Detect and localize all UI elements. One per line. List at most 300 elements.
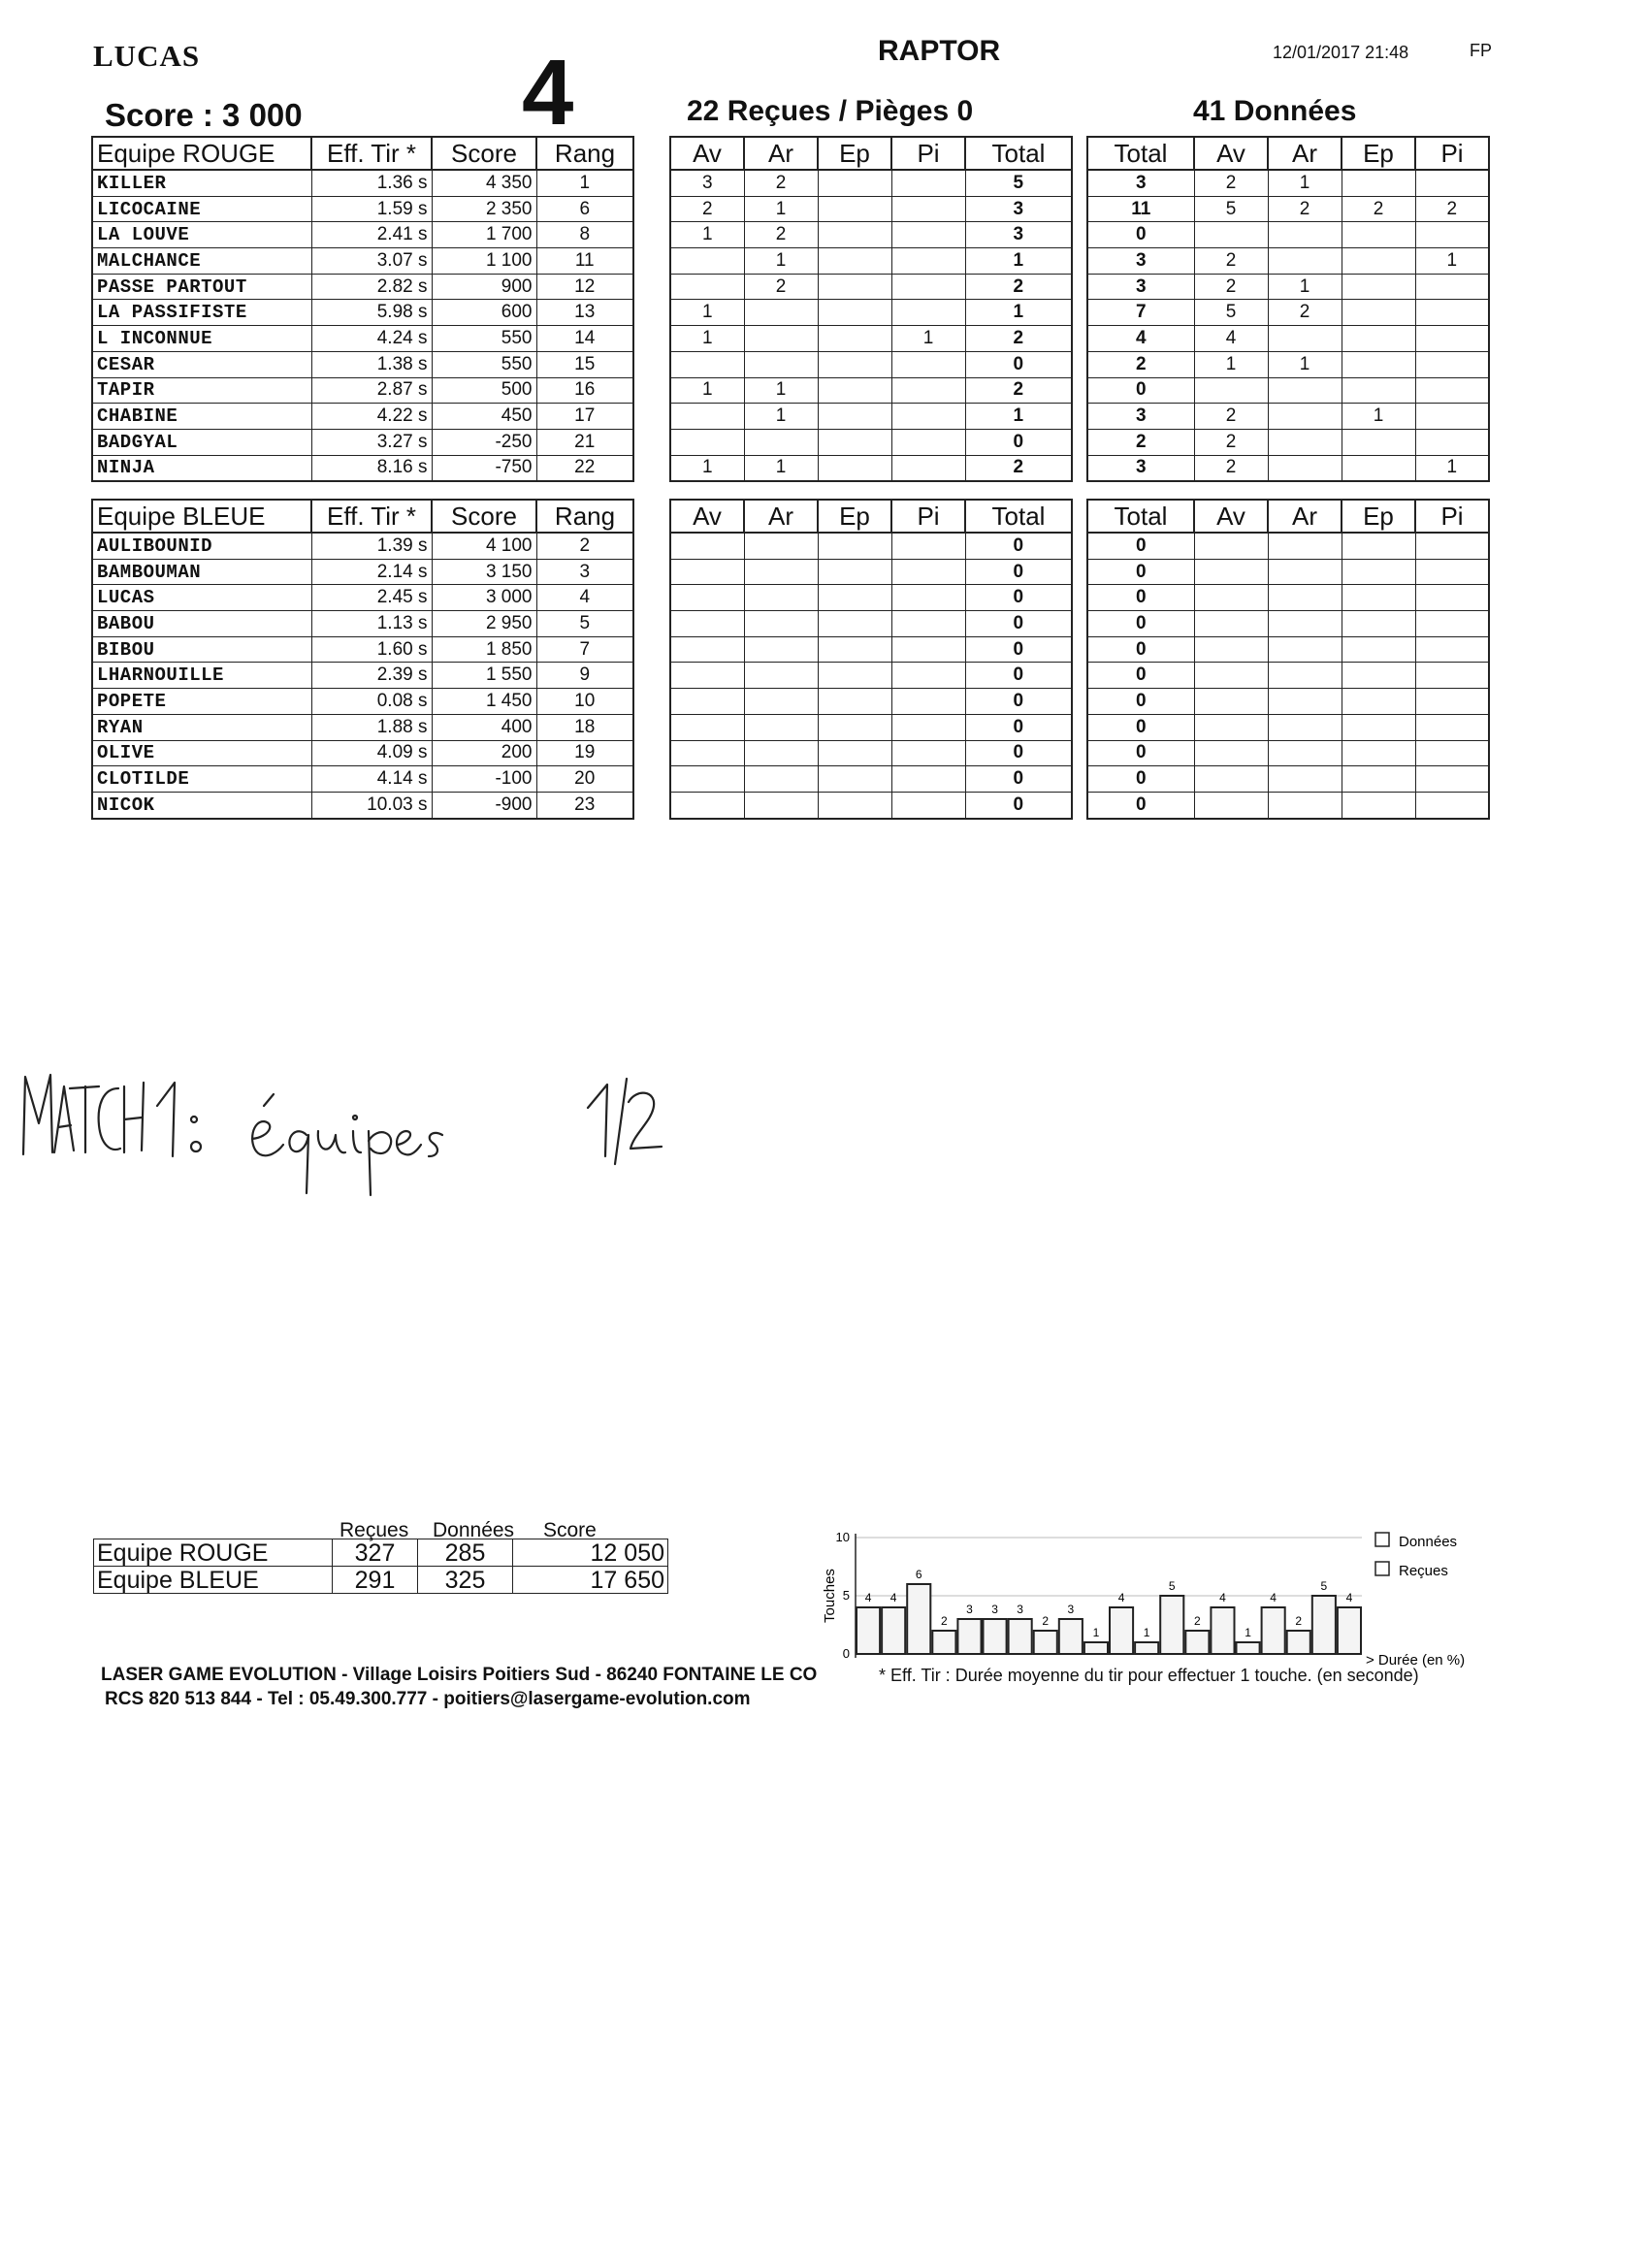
player-name-cell: RYAN [92, 714, 311, 740]
table-row [1087, 274, 1489, 300]
given-av-cell [1194, 559, 1268, 585]
received-total-cell: 2 [965, 274, 1072, 300]
given-pi-cell: 2 [1415, 196, 1489, 222]
given-total-cell: 2 [1087, 351, 1194, 377]
received-pi-cell [891, 274, 965, 300]
received-summary: 22 Reçues / Pièges 0 [687, 95, 974, 127]
received-total-cell: 5 [965, 170, 1072, 196]
score-cell: 400 [432, 714, 536, 740]
received-pi-cell: 1 [891, 326, 965, 352]
table-row [670, 611, 1072, 637]
received-total-cell: 1 [965, 404, 1072, 430]
table-row [1087, 222, 1489, 248]
eff-tir-cell: 1.38 s [311, 351, 432, 377]
legend-swatch [1375, 1562, 1389, 1575]
received-pi-cell [891, 300, 965, 326]
given-ar-cell [1268, 559, 1342, 585]
bar-value-label: 1 [1092, 1626, 1100, 1639]
rec-total-header: Total [965, 137, 1072, 170]
given-ar-cell [1268, 222, 1342, 248]
footer-contact: RCS 820 513 844 - Tel : 05.49.300.777 - poitiers@lasergame-evolution.com [105, 1689, 751, 1709]
received-pi-cell [891, 222, 965, 248]
bar [1135, 1642, 1158, 1654]
received-ar-cell [744, 636, 818, 663]
given-total-cell: 3 [1087, 455, 1194, 481]
rank-cell: 23 [536, 792, 633, 818]
received-total-cell: 1 [965, 248, 1072, 275]
table-row [1087, 300, 1489, 326]
received-pi-cell [891, 792, 965, 818]
given-pi-cell [1415, 351, 1489, 377]
received-total-cell: 0 [965, 559, 1072, 585]
given-pi-cell [1415, 766, 1489, 793]
table-row [1087, 326, 1489, 352]
table-row [670, 274, 1072, 300]
given-ar-cell [1268, 663, 1342, 689]
received-pi-cell [891, 455, 965, 481]
given-total-cell: 0 [1087, 611, 1194, 637]
received-ep-cell [818, 351, 891, 377]
table-row [1087, 636, 1489, 663]
received-av-cell [670, 585, 744, 611]
bar-value-label: 4 [1345, 1591, 1353, 1604]
bar [857, 1607, 880, 1654]
rank-cell: 11 [536, 248, 633, 275]
received-av-cell: 1 [670, 326, 744, 352]
received-ep-cell [818, 714, 891, 740]
giv-av-header: Av [1194, 137, 1268, 170]
received-ar-cell: 1 [744, 377, 818, 404]
player-name-cell: OLIVE [92, 740, 311, 766]
team-red-received-table [669, 136, 1073, 482]
received-av-cell [670, 274, 744, 300]
received-ep-cell [818, 377, 891, 404]
given-pi-cell [1415, 326, 1489, 352]
table-row [1087, 196, 1489, 222]
player-rank-number: 4 [522, 41, 574, 145]
given-ep-cell: 2 [1342, 196, 1415, 222]
given-ar-cell: 1 [1268, 351, 1342, 377]
given-ep-cell [1342, 766, 1415, 793]
table-row [1087, 663, 1489, 689]
received-ar-cell [744, 766, 818, 793]
y-tick-label: 5 [842, 1588, 850, 1603]
rank-cell: 3 [536, 559, 633, 585]
given-av-cell [1194, 792, 1268, 818]
received-pi-cell [891, 248, 965, 275]
player-name-cell: LICOCAINE [92, 196, 311, 222]
rank-cell: 17 [536, 404, 633, 430]
bar [932, 1631, 955, 1654]
summary-received-header: Reçues [340, 1519, 409, 1541]
score-cell: 2 950 [432, 611, 536, 637]
table-row [92, 455, 633, 481]
given-ep-cell [1342, 740, 1415, 766]
received-ep-cell [818, 455, 891, 481]
rank-cell: 15 [536, 351, 633, 377]
given-total-cell: 3 [1087, 248, 1194, 275]
team-red-table [91, 136, 634, 482]
received-av-cell [670, 611, 744, 637]
summary-score: 17 650 [513, 1567, 668, 1594]
received-ar-cell [744, 351, 818, 377]
received-pi-cell [891, 429, 965, 455]
received-total-cell: 2 [965, 455, 1072, 481]
bar [1312, 1596, 1336, 1654]
given-ar-cell [1268, 611, 1342, 637]
given-total-cell: 3 [1087, 274, 1194, 300]
summary-received: 327 [333, 1539, 418, 1567]
player-name-cell: CHABINE [92, 404, 311, 430]
score-cell: -250 [432, 429, 536, 455]
bar [1084, 1642, 1108, 1654]
rank-cell: 9 [536, 663, 633, 689]
bar [1160, 1596, 1183, 1654]
given-total-cell: 0 [1087, 585, 1194, 611]
table-row [92, 663, 633, 689]
eff-tir-cell: 2.14 s [311, 559, 432, 585]
given-ar-cell [1268, 689, 1342, 715]
operator-initials: FP [1470, 41, 1493, 60]
col-score-header: Score [432, 500, 536, 533]
table-row [670, 714, 1072, 740]
given-ep-cell [1342, 533, 1415, 559]
table-row [1087, 533, 1489, 559]
eff-tir-cell: 1.13 s [311, 611, 432, 637]
given-ar-cell [1268, 429, 1342, 455]
received-total-cell: 0 [965, 585, 1072, 611]
bar-value-label: 2 [1295, 1614, 1303, 1628]
received-ep-cell [818, 689, 891, 715]
received-av-cell [670, 766, 744, 793]
received-pi-cell [891, 689, 965, 715]
bar [1262, 1607, 1285, 1654]
given-total-cell: 7 [1087, 300, 1194, 326]
eff-tir-cell: 4.22 s [311, 404, 432, 430]
given-av-cell [1194, 611, 1268, 637]
given-total-cell: 0 [1087, 740, 1194, 766]
eff-tir-cell: 1.36 s [311, 170, 432, 196]
given-ar-cell: 2 [1268, 196, 1342, 222]
summary-score-header: Score [543, 1519, 597, 1541]
received-av-cell: 1 [670, 222, 744, 248]
given-ep-cell [1342, 559, 1415, 585]
received-ep-cell [818, 196, 891, 222]
received-ar-cell [744, 689, 818, 715]
table-row [92, 611, 633, 637]
score-cell: 1 100 [432, 248, 536, 275]
given-total-cell: 3 [1087, 404, 1194, 430]
received-ar-cell [744, 714, 818, 740]
rank-cell: 22 [536, 455, 633, 481]
giv-av-header: Av [1194, 500, 1268, 533]
player-name-cell: AULIBOUNID [92, 533, 311, 559]
eff-tir-cell: 2.45 s [311, 585, 432, 611]
rank-cell: 12 [536, 274, 633, 300]
bar [984, 1619, 1007, 1654]
rec-total-header: Total [965, 500, 1072, 533]
bar-value-label: 2 [1194, 1614, 1201, 1628]
rec-pi-header: Pi [891, 137, 965, 170]
given-pi-cell [1415, 585, 1489, 611]
given-pi-cell [1415, 689, 1489, 715]
given-av-cell: 2 [1194, 404, 1268, 430]
rank-cell: 6 [536, 196, 633, 222]
received-total-cell: 0 [965, 766, 1072, 793]
score-cell: 1 850 [432, 636, 536, 663]
received-total-cell: 0 [965, 689, 1072, 715]
player-name-cell: PASSE PARTOUT [92, 274, 311, 300]
received-ep-cell [818, 559, 891, 585]
given-av-cell: 2 [1194, 248, 1268, 275]
giv-ep-header: Ep [1342, 500, 1415, 533]
given-ar-cell [1268, 404, 1342, 430]
given-av-cell: 2 [1194, 455, 1268, 481]
bar-value-label: 2 [1042, 1614, 1050, 1628]
bar-value-label: 4 [1117, 1591, 1125, 1604]
rec-av-header: Av [670, 500, 744, 533]
bar-value-label: 2 [941, 1614, 948, 1628]
given-av-cell [1194, 377, 1268, 404]
table-row [670, 559, 1072, 585]
received-ar-cell [744, 663, 818, 689]
given-pi-cell [1415, 222, 1489, 248]
score-cell: -750 [432, 455, 536, 481]
given-av-cell: 2 [1194, 274, 1268, 300]
player-name-cell: LA PASSIFISTE [92, 300, 311, 326]
rank-cell: 19 [536, 740, 633, 766]
received-pi-cell [891, 663, 965, 689]
rank-cell: 13 [536, 300, 633, 326]
received-ar-cell [744, 740, 818, 766]
player-name-cell: BADGYAL [92, 429, 311, 455]
received-ep-cell [818, 404, 891, 430]
giv-ar-header: Ar [1268, 137, 1342, 170]
player-name: LUCAS [93, 39, 201, 73]
score-cell: 1 550 [432, 663, 536, 689]
rank-cell: 8 [536, 222, 633, 248]
received-ar-cell [744, 429, 818, 455]
given-ep-cell [1342, 274, 1415, 300]
received-av-cell [670, 636, 744, 663]
given-ep-cell [1342, 351, 1415, 377]
score-cell: 500 [432, 377, 536, 404]
table-row [92, 300, 633, 326]
received-ep-cell [818, 300, 891, 326]
given-ar-cell [1268, 248, 1342, 275]
given-total-cell: 0 [1087, 222, 1194, 248]
bar-value-label: 4 [889, 1591, 897, 1604]
table-row [92, 248, 633, 275]
given-total-cell: 0 [1087, 636, 1194, 663]
received-av-cell [670, 404, 744, 430]
given-ep-cell [1342, 300, 1415, 326]
table-row [92, 714, 633, 740]
player-score: Score : 3 000 [105, 97, 303, 133]
rec-av-header: Av [670, 137, 744, 170]
received-av-cell [670, 429, 744, 455]
rank-cell: 14 [536, 326, 633, 352]
table-row [670, 689, 1072, 715]
eff-tir-cell: 2.41 s [311, 222, 432, 248]
rec-pi-header: Pi [891, 500, 965, 533]
bar [1338, 1607, 1361, 1654]
received-ar-cell: 1 [744, 404, 818, 430]
received-pi-cell [891, 351, 965, 377]
given-av-cell [1194, 636, 1268, 663]
col-eff-header: Eff. Tir * [311, 500, 432, 533]
eff-tir-cell: 10.03 s [311, 792, 432, 818]
bar [1185, 1631, 1209, 1654]
eff-tir-cell: 2.39 s [311, 663, 432, 689]
received-av-cell [670, 689, 744, 715]
summary-score: 12 050 [513, 1539, 668, 1567]
given-pi-cell [1415, 792, 1489, 818]
table-row [670, 170, 1072, 196]
table-row [1087, 611, 1489, 637]
given-pi-cell [1415, 377, 1489, 404]
given-av-cell [1194, 689, 1268, 715]
given-total-cell: 0 [1087, 766, 1194, 793]
given-pi-cell [1415, 274, 1489, 300]
rank-cell: 1 [536, 170, 633, 196]
received-ep-cell [818, 533, 891, 559]
table-row [1087, 377, 1489, 404]
bar [907, 1584, 930, 1654]
rank-cell: 18 [536, 714, 633, 740]
team-blue-table [91, 499, 634, 820]
received-av-cell [670, 663, 744, 689]
received-pi-cell [891, 377, 965, 404]
table-row [1087, 429, 1489, 455]
bar-value-label: 5 [1168, 1579, 1176, 1593]
footer-address: LASER GAME EVOLUTION - Village Loisirs Poitiers Sud - 86240 FONTAINE LE CO [101, 1665, 818, 1685]
player-name-cell: NICOK [92, 792, 311, 818]
received-ar-cell [744, 792, 818, 818]
given-total-cell: 0 [1087, 714, 1194, 740]
rank-cell: 5 [536, 611, 633, 637]
given-pi-cell: 1 [1415, 248, 1489, 275]
score-cell: 4 350 [432, 170, 536, 196]
table-row [670, 585, 1072, 611]
table-row [92, 404, 633, 430]
team-red-name: Equipe ROUGE [92, 137, 311, 170]
table-row [92, 792, 633, 818]
received-total-cell: 0 [965, 740, 1072, 766]
received-pi-cell [891, 766, 965, 793]
giv-ep-header: Ep [1342, 137, 1415, 170]
table-row [670, 196, 1072, 222]
given-ep-cell [1342, 636, 1415, 663]
given-av-cell: 2 [1194, 170, 1268, 196]
received-ar-cell: 1 [744, 455, 818, 481]
player-name-cell: BAMBOUMAN [92, 559, 311, 585]
table-row [1087, 170, 1489, 196]
score-cell: 1 450 [432, 689, 536, 715]
table-row [92, 429, 633, 455]
given-pi-cell: 1 [1415, 455, 1489, 481]
eff-tir-cell: 5.98 s [311, 300, 432, 326]
received-pi-cell [891, 170, 965, 196]
given-ep-cell: 1 [1342, 404, 1415, 430]
given-pi-cell [1415, 300, 1489, 326]
given-total-cell: 11 [1087, 196, 1194, 222]
given-ep-cell [1342, 222, 1415, 248]
bar [1287, 1631, 1310, 1654]
bar [957, 1619, 981, 1654]
eff-tir-cell: 3.07 s [311, 248, 432, 275]
col-rank-header: Rang [536, 500, 633, 533]
player-name-cell: BABOU [92, 611, 311, 637]
given-total-cell: 2 [1087, 429, 1194, 455]
table-row [670, 351, 1072, 377]
received-ar-cell [744, 533, 818, 559]
team-blue-received-table [669, 499, 1073, 820]
given-ar-cell [1268, 792, 1342, 818]
table-row [92, 351, 633, 377]
rec-ep-header: Ep [818, 137, 891, 170]
received-ep-cell [818, 792, 891, 818]
received-av-cell [670, 351, 744, 377]
received-av-cell: 1 [670, 377, 744, 404]
received-av-cell [670, 740, 744, 766]
received-ep-cell [818, 663, 891, 689]
eff-tir-cell: 4.09 s [311, 740, 432, 766]
received-total-cell: 2 [965, 377, 1072, 404]
bar-value-label: 1 [1143, 1626, 1150, 1639]
rank-cell: 7 [536, 636, 633, 663]
giv-total-header: Total [1087, 500, 1194, 533]
received-ep-cell [818, 585, 891, 611]
table-row [1087, 740, 1489, 766]
game-title: RAPTOR [878, 35, 1001, 67]
received-ep-cell [818, 326, 891, 352]
player-name-cell: LUCAS [92, 585, 311, 611]
given-ar-cell [1268, 455, 1342, 481]
given-av-cell [1194, 533, 1268, 559]
score-cell: 4 100 [432, 533, 536, 559]
received-av-cell [670, 559, 744, 585]
table-row [670, 740, 1072, 766]
bar-value-label: 5 [1320, 1579, 1328, 1593]
bar [1211, 1607, 1234, 1654]
given-ep-cell [1342, 377, 1415, 404]
received-total-cell: 0 [965, 429, 1072, 455]
given-pi-cell [1415, 559, 1489, 585]
received-pi-cell [891, 611, 965, 637]
given-total-cell: 4 [1087, 326, 1194, 352]
given-av-cell [1194, 585, 1268, 611]
given-ar-cell [1268, 714, 1342, 740]
player-name-cell: L INCONNUE [92, 326, 311, 352]
table-row [670, 663, 1072, 689]
received-total-cell: 0 [965, 714, 1072, 740]
summary-team: Equipe BLEUE [94, 1567, 333, 1594]
received-ep-cell [818, 766, 891, 793]
received-total-cell: 0 [965, 351, 1072, 377]
received-av-cell [670, 533, 744, 559]
legend-label: Données [1399, 1534, 1458, 1550]
received-av-cell [670, 714, 744, 740]
table-row [670, 766, 1072, 793]
bar [1110, 1607, 1133, 1654]
given-pi-cell [1415, 533, 1489, 559]
bar-value-label: 4 [864, 1591, 872, 1604]
received-total-cell: 0 [965, 533, 1072, 559]
col-rank-header: Rang [536, 137, 633, 170]
received-pi-cell [891, 740, 965, 766]
rank-cell: 2 [536, 533, 633, 559]
